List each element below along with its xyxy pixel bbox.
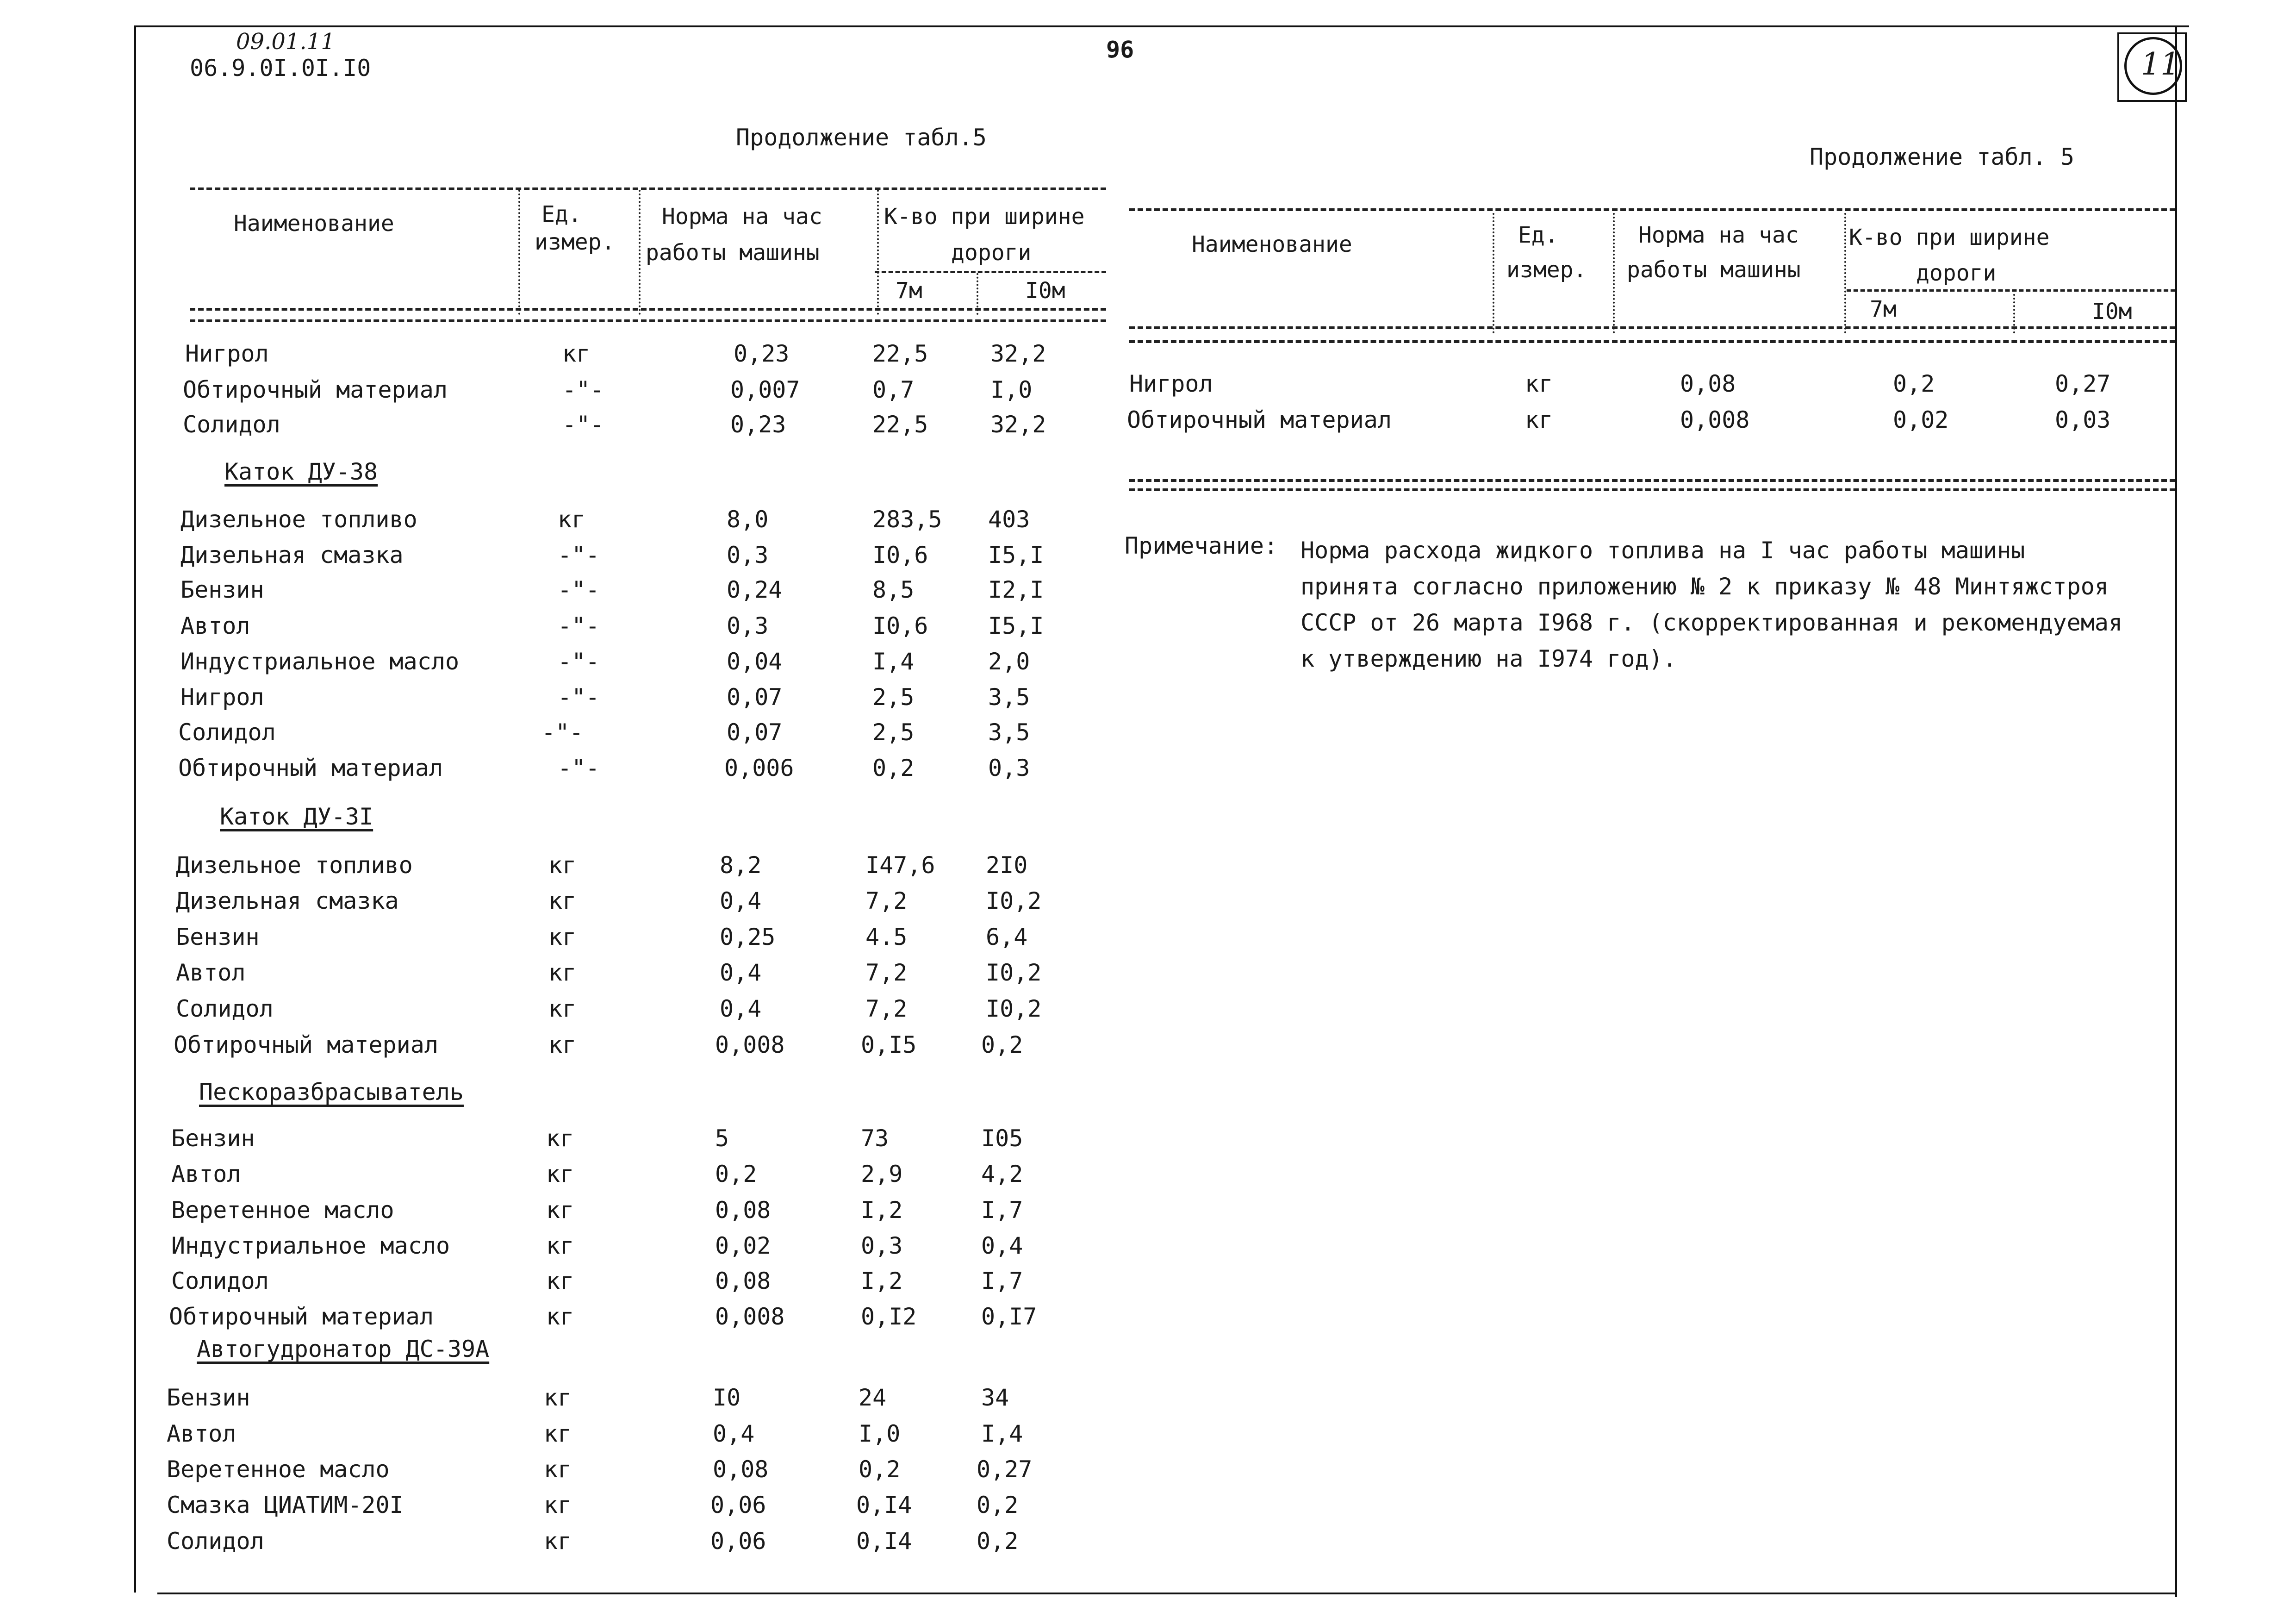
row-unit: кг xyxy=(546,1161,574,1187)
table-row xyxy=(167,1268,1277,1295)
row-norm: 0,008 xyxy=(715,1303,785,1330)
row-w10: 0,2 xyxy=(977,1492,1019,1518)
row-w7: 7,2 xyxy=(865,995,908,1022)
row-w7: 0,7 xyxy=(872,376,915,403)
row-w7: 24 xyxy=(859,1384,887,1411)
section-title-sand-spreader: Пескоразбрасыватель xyxy=(199,1079,464,1106)
row-unit: кг xyxy=(544,1456,572,1483)
frame-right-border xyxy=(2175,25,2177,1597)
row-norm: 0,3 xyxy=(727,542,769,568)
note-line: Норма расхода жидкого топлива на I час работы машины xyxy=(1300,537,2025,564)
row-unit: кг xyxy=(1525,406,1553,433)
row-w10: 0,27 xyxy=(2055,370,2111,397)
row-w7: 73 xyxy=(861,1125,889,1152)
row-w10: 0,2 xyxy=(981,1031,1023,1058)
right-col-w10: I0м xyxy=(2092,299,2132,325)
row-w10: 0,3 xyxy=(988,755,1030,781)
row-name: Солидол xyxy=(178,719,276,746)
row-w7: 22,5 xyxy=(872,340,928,367)
row-w10: 0,4 xyxy=(981,1232,1023,1259)
row-norm: 0,23 xyxy=(730,411,786,438)
row-unit: кг xyxy=(544,1492,572,1518)
row-w7: 0,02 xyxy=(1893,406,1949,433)
row-norm: 0,008 xyxy=(715,1031,785,1058)
row-name: Солидол xyxy=(176,995,274,1022)
row-norm: 0,08 xyxy=(715,1197,771,1224)
row-w10: I5,I xyxy=(988,612,1044,639)
table-row xyxy=(167,576,1277,604)
row-norm: 0,4 xyxy=(720,887,762,914)
row-name: Индустриальное масло xyxy=(180,648,460,675)
row-w10: 403 xyxy=(988,506,1030,533)
row-w10: 0,2 xyxy=(977,1528,1019,1555)
row-unit: кг xyxy=(1525,370,1553,397)
row-w10: I,0 xyxy=(990,376,1033,403)
row-norm: 8,0 xyxy=(727,506,769,533)
row-w7: I0,6 xyxy=(872,542,928,568)
row-name: Дизельная смазка xyxy=(176,887,399,914)
section-title-asphalt-distributor: Автогудронатор ДС-39А xyxy=(197,1336,490,1362)
row-w10: I0,2 xyxy=(986,887,1042,914)
row-name: Обтирочный материал xyxy=(169,1303,434,1330)
left-col-name: Наименование xyxy=(234,211,394,237)
table-row xyxy=(167,1492,1277,1519)
row-w10: I,7 xyxy=(981,1197,1023,1224)
row-norm: 0,4 xyxy=(720,995,762,1022)
row-norm: 0,23 xyxy=(734,340,790,367)
row-w7: 8,5 xyxy=(872,576,915,603)
left-col-norm-line1: Норма на час xyxy=(662,204,822,230)
row-name: Дизельное топливо xyxy=(176,852,413,879)
row-unit: -"- xyxy=(558,576,600,603)
row-w10: 2,0 xyxy=(988,648,1030,675)
table-row xyxy=(167,340,1277,368)
table-row xyxy=(167,1528,1277,1555)
right-col-unit-line2: измер. xyxy=(1506,257,1587,283)
section-title-du38: Каток ДУ-38 xyxy=(224,458,378,485)
row-w7: I,2 xyxy=(861,1197,903,1224)
row-name: Бензин xyxy=(180,576,264,603)
row-w7: 0,I4 xyxy=(856,1528,912,1555)
note-line: к утверждению на I974 год). xyxy=(1300,645,1677,672)
row-name: Смазка ЦИАТИМ-20I xyxy=(167,1492,404,1518)
row-norm: 0,08 xyxy=(713,1456,769,1483)
row-name: Обтирочный материал xyxy=(183,376,448,403)
row-unit: кг xyxy=(544,1528,572,1555)
row-norm: 0,06 xyxy=(710,1492,766,1518)
row-w10: 32,2 xyxy=(990,411,1046,438)
row-name: Обтирочный материал xyxy=(178,755,443,781)
row-w7: I0,6 xyxy=(872,612,928,639)
row-w10: I0,2 xyxy=(986,959,1042,986)
row-w7: 0,2 xyxy=(859,1456,901,1483)
row-w10: I2,I xyxy=(988,576,1044,603)
row-w7: 22,5 xyxy=(872,411,928,438)
row-norm: 0,24 xyxy=(727,576,783,603)
left-col-norm-line2: работы машины xyxy=(646,240,820,266)
row-name: Солидол xyxy=(171,1268,269,1294)
note-label: Примечание: xyxy=(1125,532,1278,559)
table-row xyxy=(167,887,1277,915)
row-unit: кг xyxy=(548,995,577,1022)
row-w10: 34 xyxy=(981,1384,1009,1411)
left-table-body xyxy=(167,0,1277,1624)
row-w7: 0,I5 xyxy=(861,1031,917,1058)
row-w10: 0,I7 xyxy=(981,1303,1037,1330)
row-w7: 4.5 xyxy=(865,924,908,950)
table-row xyxy=(167,376,1277,404)
table-row xyxy=(167,755,1277,782)
frame-left-border xyxy=(134,25,136,1593)
row-unit: кг xyxy=(548,852,577,879)
table-row xyxy=(167,684,1277,712)
row-name: Нигрол xyxy=(185,340,269,367)
row-unit: кг xyxy=(544,1384,572,1411)
row-name: Веретенное масло xyxy=(171,1197,394,1224)
left-col-w10: I0м xyxy=(1025,278,1065,304)
right-col-norm-line1: Норма на час xyxy=(1638,222,1799,248)
left-col-unit-line2: измер. xyxy=(535,229,615,255)
right-col-qty-line2: дороги xyxy=(1916,260,1997,286)
row-name: Автол xyxy=(171,1161,241,1187)
row-name: Автол xyxy=(167,1420,236,1447)
row-w10: 32,2 xyxy=(990,340,1046,367)
table-row xyxy=(167,1420,1277,1448)
row-w7: 7,2 xyxy=(865,887,908,914)
row-name: Нигрол xyxy=(180,684,264,711)
left-col-qty-line2: дороги xyxy=(951,240,1032,266)
row-norm: 0,07 xyxy=(727,684,783,711)
row-w7: 283,5 xyxy=(872,506,942,533)
table-row xyxy=(167,612,1277,640)
table-row xyxy=(167,924,1277,951)
row-norm: 0,08 xyxy=(1680,370,1736,397)
row-name: Нигрол xyxy=(1129,370,1213,397)
row-w10: I,7 xyxy=(981,1268,1023,1294)
row-w7: I,4 xyxy=(872,648,915,675)
row-norm: 0,2 xyxy=(715,1161,757,1187)
table-row xyxy=(167,542,1277,569)
right-col-w7: 7м xyxy=(1870,296,1897,322)
table-row xyxy=(167,1161,1277,1188)
table-row xyxy=(167,1232,1277,1260)
row-norm: 0,4 xyxy=(713,1420,755,1447)
row-unit: -"- xyxy=(558,684,600,711)
document-code: 06.9.0I.0I.I0 xyxy=(190,55,371,81)
row-w10: 2I0 xyxy=(986,852,1028,879)
row-unit: -"- xyxy=(558,648,600,675)
handwritten-date: 09.01.11 xyxy=(236,29,335,55)
row-w10: I0,2 xyxy=(986,995,1042,1022)
table-row xyxy=(167,1197,1277,1224)
row-unit: кг xyxy=(546,1268,574,1294)
row-name: Солидол xyxy=(167,1528,264,1555)
row-w7: 0,2 xyxy=(872,755,915,781)
note-line: СССР от 26 марта I968 г. (скорректированная и рекомендуемая xyxy=(1300,609,2123,636)
page-number: 96 xyxy=(1106,36,1134,63)
row-unit: -"- xyxy=(562,411,604,438)
left-continuation-title: Продолжение табл.5 xyxy=(736,124,987,151)
row-unit: кг xyxy=(546,1303,574,1330)
table-row xyxy=(167,852,1277,880)
row-unit: кг xyxy=(548,1031,577,1058)
row-norm: 0,008 xyxy=(1680,406,1750,433)
table-row xyxy=(167,995,1277,1023)
row-norm: 0,02 xyxy=(715,1232,771,1259)
row-w10: I05 xyxy=(981,1125,1023,1152)
row-name: Веретенное масло xyxy=(167,1456,390,1483)
right-continuation-title: Продолжение табл. 5 xyxy=(1810,144,2074,170)
table-row xyxy=(167,1031,1277,1059)
table-row xyxy=(167,411,1277,439)
row-unit: кг xyxy=(558,506,586,533)
row-w7: I47,6 xyxy=(865,852,935,879)
row-w7: I,0 xyxy=(859,1420,901,1447)
row-unit: кг xyxy=(548,887,577,914)
row-norm: 0,08 xyxy=(715,1268,771,1294)
row-name: Дизельная смазка xyxy=(180,542,404,568)
row-unit: кг xyxy=(562,340,591,367)
row-w7: 0,2 xyxy=(1893,370,1935,397)
row-w7: 2,9 xyxy=(861,1161,903,1187)
row-w7: I,2 xyxy=(861,1268,903,1294)
row-unit: кг xyxy=(546,1125,574,1152)
right-col-name: Наименование xyxy=(1192,231,1352,257)
row-w10: 4,2 xyxy=(981,1161,1023,1187)
row-w7: 0,I4 xyxy=(856,1492,912,1518)
note-line: принята согласно приложению № 2 к приказу № 48 Минтяжстроя xyxy=(1300,573,2109,600)
row-w10: 6,4 xyxy=(986,924,1028,950)
right-col-unit-line1: Ед. xyxy=(1518,222,1558,248)
row-w7: 2,5 xyxy=(872,719,915,746)
left-col-w7: 7м xyxy=(896,278,922,304)
table-row xyxy=(167,719,1277,747)
row-norm: 0,006 xyxy=(724,755,794,781)
row-name: Бензин xyxy=(176,924,260,950)
table-row xyxy=(167,506,1277,534)
right-col-qty-line1: К-во при ширине xyxy=(1849,225,2050,250)
row-w10: I,4 xyxy=(981,1420,1023,1447)
row-w10: 0,27 xyxy=(977,1456,1033,1483)
row-name: Солидол xyxy=(183,411,280,438)
right-col-norm-line2: работы машины xyxy=(1627,257,1801,283)
note-text xyxy=(1300,532,2122,677)
right-table-bottom-rule-1 xyxy=(1129,479,2175,482)
row-unit: -"- xyxy=(562,376,604,403)
row-w7: 0,3 xyxy=(861,1232,903,1259)
row-w10: 3,5 xyxy=(988,719,1030,746)
section-title-du31: Каток ДУ-3I xyxy=(220,803,373,830)
row-unit: кг xyxy=(544,1420,572,1447)
table-row xyxy=(167,1456,1277,1484)
right-table-body xyxy=(1129,0,2175,509)
row-unit: кг xyxy=(546,1232,574,1259)
row-norm: I0 xyxy=(713,1384,741,1411)
row-unit: кг xyxy=(548,924,577,950)
row-norm: 0,04 xyxy=(727,648,783,675)
row-norm: 0,25 xyxy=(720,924,776,950)
row-name: Автол xyxy=(180,612,250,639)
table-row xyxy=(167,959,1277,987)
row-norm: 8,2 xyxy=(720,852,762,879)
row-norm: 0,4 xyxy=(720,959,762,986)
left-col-unit-line1: Ед. xyxy=(541,201,582,227)
row-w10: I5,I xyxy=(988,542,1044,568)
row-name: Бензин xyxy=(171,1125,255,1152)
row-w10: 0,03 xyxy=(2055,406,2111,433)
table-row xyxy=(167,1384,1277,1412)
row-norm: 0,3 xyxy=(727,612,769,639)
row-unit: -"- xyxy=(541,719,584,746)
row-norm: 0,07 xyxy=(727,719,783,746)
row-unit: кг xyxy=(548,959,577,986)
row-unit: -"- xyxy=(558,542,600,568)
row-name: Обтирочный материал xyxy=(1127,406,1392,433)
row-w10: 3,5 xyxy=(988,684,1030,711)
row-norm: 0,007 xyxy=(730,376,800,403)
table-row xyxy=(167,1303,1277,1331)
row-norm: 5 xyxy=(715,1125,729,1152)
table-row xyxy=(167,1125,1277,1153)
row-name: Обтирочный материал xyxy=(174,1031,438,1058)
left-col-qty-line1: К-во при ширине xyxy=(884,204,1085,230)
row-name: Индустриальное масло xyxy=(171,1232,450,1259)
row-unit: кг xyxy=(546,1197,574,1224)
right-table-bottom-rule-2 xyxy=(1129,488,2175,491)
row-name: Автол xyxy=(176,959,246,986)
sheet-number: 11 xyxy=(2141,46,2180,82)
row-norm: 0,06 xyxy=(710,1528,766,1555)
table-row xyxy=(167,648,1277,676)
row-name: Дизельное топливо xyxy=(180,506,417,533)
row-unit: -"- xyxy=(558,612,600,639)
row-name: Бензин xyxy=(167,1384,250,1411)
table-row xyxy=(1129,406,2194,434)
row-w7: 0,I2 xyxy=(861,1303,917,1330)
table-row xyxy=(1129,370,2194,398)
row-w7: 7,2 xyxy=(865,959,908,986)
row-unit: -"- xyxy=(558,755,600,781)
row-w7: 2,5 xyxy=(872,684,915,711)
